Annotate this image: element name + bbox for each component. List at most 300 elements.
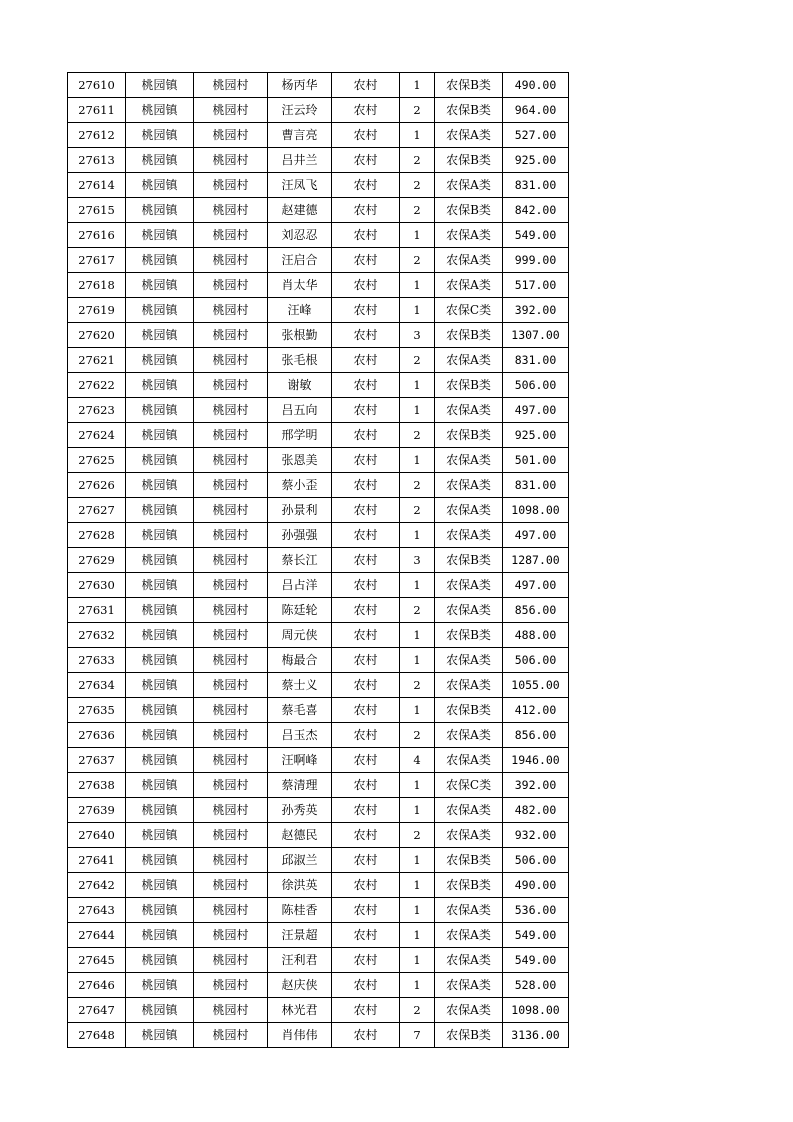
- town-cell: 桃园镇: [126, 348, 194, 373]
- member-count-cell: 2: [400, 148, 435, 173]
- household-type-cell: 农村: [332, 273, 400, 298]
- town-cell: 桃园镇: [126, 698, 194, 723]
- record-id-cell: 27642: [68, 873, 126, 898]
- village-cell: 桃园村: [194, 323, 268, 348]
- insurance-category-cell: 农保A类: [435, 648, 503, 673]
- village-cell: 桃园村: [194, 123, 268, 148]
- amount-cell: 964.00: [503, 98, 569, 123]
- member-count-cell: 2: [400, 348, 435, 373]
- town-cell: 桃园镇: [126, 1023, 194, 1048]
- table-row: [68, 523, 569, 548]
- person-name-cell: 张恩美: [268, 448, 332, 473]
- insurance-category-cell: 农保B类: [435, 623, 503, 648]
- village-cell: 桃园村: [194, 848, 268, 873]
- insurance-category-cell: 农保A类: [435, 998, 503, 1023]
- amount-cell: 412.00: [503, 698, 569, 723]
- household-type-cell: 农村: [332, 248, 400, 273]
- town-cell: 桃园镇: [126, 573, 194, 598]
- household-type-cell: 农村: [332, 873, 400, 898]
- insurance-category-cell: 农保A类: [435, 348, 503, 373]
- table-row: [68, 473, 569, 498]
- member-count-cell: 2: [400, 998, 435, 1023]
- person-name-cell: 蔡士义: [268, 673, 332, 698]
- member-count-cell: 1: [400, 373, 435, 398]
- town-cell: 桃园镇: [126, 98, 194, 123]
- member-count-cell: 1: [400, 848, 435, 873]
- amount-cell: 925.00: [503, 148, 569, 173]
- member-count-cell: 1: [400, 523, 435, 548]
- record-id-cell: 27644: [68, 923, 126, 948]
- insurance-category-cell: 农保A类: [435, 173, 503, 198]
- amount-cell: 3136.00: [503, 1023, 569, 1048]
- member-count-cell: 2: [400, 423, 435, 448]
- amount-cell: 856.00: [503, 723, 569, 748]
- member-count-cell: 2: [400, 248, 435, 273]
- table-row: [68, 623, 569, 648]
- town-cell: 桃园镇: [126, 598, 194, 623]
- village-cell: 桃园村: [194, 348, 268, 373]
- household-type-cell: 农村: [332, 323, 400, 348]
- person-name-cell: 赵建德: [268, 198, 332, 223]
- record-id-cell: 27619: [68, 298, 126, 323]
- household-type-cell: 农村: [332, 1023, 400, 1048]
- person-name-cell: 赵庆侠: [268, 973, 332, 998]
- town-cell: 桃园镇: [126, 473, 194, 498]
- table-row: [68, 698, 569, 723]
- amount-cell: 1098.00: [503, 998, 569, 1023]
- household-type-cell: 农村: [332, 673, 400, 698]
- town-cell: 桃园镇: [126, 298, 194, 323]
- town-cell: 桃园镇: [126, 848, 194, 873]
- person-name-cell: 汪凤飞: [268, 173, 332, 198]
- insurance-category-cell: 农保B类: [435, 548, 503, 573]
- table-row: [68, 348, 569, 373]
- table-row: [68, 673, 569, 698]
- household-type-cell: 农村: [332, 173, 400, 198]
- village-cell: 桃园村: [194, 398, 268, 423]
- village-cell: 桃园村: [194, 198, 268, 223]
- record-id-cell: 27610: [68, 73, 126, 98]
- person-name-cell: 赵德民: [268, 823, 332, 848]
- household-type-cell: 农村: [332, 698, 400, 723]
- household-type-cell: 农村: [332, 648, 400, 673]
- member-count-cell: 2: [400, 673, 435, 698]
- insurance-category-cell: 农保B类: [435, 423, 503, 448]
- table-row: [68, 998, 569, 1023]
- person-name-cell: 汪峰: [268, 298, 332, 323]
- town-cell: 桃园镇: [126, 173, 194, 198]
- village-cell: 桃园村: [194, 273, 268, 298]
- record-id-cell: 27647: [68, 998, 126, 1023]
- village-cell: 桃园村: [194, 623, 268, 648]
- record-id-cell: 27615: [68, 198, 126, 223]
- village-cell: 桃园村: [194, 548, 268, 573]
- village-cell: 桃园村: [194, 823, 268, 848]
- town-cell: 桃园镇: [126, 798, 194, 823]
- amount-cell: 549.00: [503, 948, 569, 973]
- person-name-cell: 蔡清理: [268, 773, 332, 798]
- amount-cell: 1055.00: [503, 673, 569, 698]
- record-id-cell: 27625: [68, 448, 126, 473]
- person-name-cell: 蔡毛喜: [268, 698, 332, 723]
- member-count-cell: 2: [400, 173, 435, 198]
- record-id-cell: 27628: [68, 523, 126, 548]
- roster-body: [68, 73, 569, 1048]
- household-type-cell: 农村: [332, 423, 400, 448]
- town-cell: 桃园镇: [126, 223, 194, 248]
- member-count-cell: 1: [400, 623, 435, 648]
- amount-cell: 501.00: [503, 448, 569, 473]
- person-name-cell: 陈廷轮: [268, 598, 332, 623]
- person-name-cell: 徐洪英: [268, 873, 332, 898]
- table-row: [68, 223, 569, 248]
- amount-cell: 506.00: [503, 848, 569, 873]
- village-cell: 桃园村: [194, 423, 268, 448]
- table-row: [68, 273, 569, 298]
- person-name-cell: 汪利君: [268, 948, 332, 973]
- record-id-cell: 27616: [68, 223, 126, 248]
- household-type-cell: 农村: [332, 798, 400, 823]
- member-count-cell: 1: [400, 273, 435, 298]
- person-name-cell: 汪景超: [268, 923, 332, 948]
- table-row: [68, 548, 569, 573]
- household-type-cell: 农村: [332, 773, 400, 798]
- record-id-cell: 27643: [68, 898, 126, 923]
- town-cell: 桃园镇: [126, 773, 194, 798]
- record-id-cell: 27639: [68, 798, 126, 823]
- record-id-cell: 27636: [68, 723, 126, 748]
- town-cell: 桃园镇: [126, 723, 194, 748]
- table-row: [68, 823, 569, 848]
- record-id-cell: 27637: [68, 748, 126, 773]
- member-count-cell: 2: [400, 473, 435, 498]
- town-cell: 桃园镇: [126, 623, 194, 648]
- insurance-category-cell: 农保B类: [435, 198, 503, 223]
- record-id-cell: 27621: [68, 348, 126, 373]
- household-type-cell: 农村: [332, 473, 400, 498]
- insurance-category-cell: 农保A类: [435, 673, 503, 698]
- member-count-cell: 1: [400, 298, 435, 323]
- person-name-cell: 杨丙华: [268, 73, 332, 98]
- table-row: [68, 323, 569, 348]
- person-name-cell: 肖太华: [268, 273, 332, 298]
- person-name-cell: 陈桂香: [268, 898, 332, 923]
- household-type-cell: 农村: [332, 948, 400, 973]
- village-cell: 桃园村: [194, 648, 268, 673]
- household-type-cell: 农村: [332, 973, 400, 998]
- table-row: [68, 948, 569, 973]
- amount-cell: 527.00: [503, 123, 569, 148]
- insurance-category-cell: 农保A类: [435, 273, 503, 298]
- record-id-cell: 27613: [68, 148, 126, 173]
- household-type-cell: 农村: [332, 723, 400, 748]
- record-id-cell: 27630: [68, 573, 126, 598]
- member-count-cell: 2: [400, 598, 435, 623]
- person-name-cell: 汪啊峰: [268, 748, 332, 773]
- table-row: [68, 973, 569, 998]
- household-type-cell: 农村: [332, 923, 400, 948]
- record-id-cell: 27629: [68, 548, 126, 573]
- insurance-category-cell: 农保A类: [435, 823, 503, 848]
- insurance-category-cell: 农保A类: [435, 448, 503, 473]
- amount-cell: 506.00: [503, 648, 569, 673]
- amount-cell: 932.00: [503, 823, 569, 848]
- record-id-cell: 27631: [68, 598, 126, 623]
- town-cell: 桃园镇: [126, 398, 194, 423]
- household-type-cell: 农村: [332, 148, 400, 173]
- village-cell: 桃园村: [194, 173, 268, 198]
- table-row: [68, 873, 569, 898]
- amount-cell: 497.00: [503, 398, 569, 423]
- amount-cell: 517.00: [503, 273, 569, 298]
- town-cell: 桃园镇: [126, 148, 194, 173]
- record-id-cell: 27648: [68, 1023, 126, 1048]
- member-count-cell: 4: [400, 748, 435, 773]
- insurance-category-cell: 农保A类: [435, 598, 503, 623]
- household-type-cell: 农村: [332, 848, 400, 873]
- record-id-cell: 27624: [68, 423, 126, 448]
- member-count-cell: 1: [400, 873, 435, 898]
- household-type-cell: 农村: [332, 523, 400, 548]
- table-row: [68, 73, 569, 98]
- member-count-cell: 2: [400, 198, 435, 223]
- record-id-cell: 27620: [68, 323, 126, 348]
- insurance-category-cell: 农保B类: [435, 98, 503, 123]
- amount-cell: 549.00: [503, 923, 569, 948]
- household-type-cell: 农村: [332, 748, 400, 773]
- table-row: [68, 148, 569, 173]
- insurance-category-cell: 农保C类: [435, 773, 503, 798]
- member-count-cell: 1: [400, 223, 435, 248]
- member-count-cell: 1: [400, 698, 435, 723]
- village-cell: 桃园村: [194, 248, 268, 273]
- insurance-category-cell: 农保A类: [435, 223, 503, 248]
- household-type-cell: 农村: [332, 448, 400, 473]
- insurance-category-cell: 农保A类: [435, 973, 503, 998]
- village-cell: 桃园村: [194, 973, 268, 998]
- person-name-cell: 吕玉杰: [268, 723, 332, 748]
- household-type-cell: 农村: [332, 348, 400, 373]
- person-name-cell: 邱淑兰: [268, 848, 332, 873]
- town-cell: 桃园镇: [126, 73, 194, 98]
- insurance-category-cell: 农保C类: [435, 298, 503, 323]
- record-id-cell: 27646: [68, 973, 126, 998]
- village-cell: 桃园村: [194, 898, 268, 923]
- town-cell: 桃园镇: [126, 373, 194, 398]
- amount-cell: 497.00: [503, 523, 569, 548]
- record-id-cell: 27640: [68, 823, 126, 848]
- person-name-cell: 肖伟伟: [268, 1023, 332, 1048]
- household-type-cell: 农村: [332, 598, 400, 623]
- record-id-cell: 27633: [68, 648, 126, 673]
- record-id-cell: 27626: [68, 473, 126, 498]
- person-name-cell: 汪云玲: [268, 98, 332, 123]
- member-count-cell: 2: [400, 98, 435, 123]
- village-cell: 桃园村: [194, 498, 268, 523]
- member-count-cell: 1: [400, 798, 435, 823]
- village-cell: 桃园村: [194, 948, 268, 973]
- village-cell: 桃园村: [194, 373, 268, 398]
- insurance-category-cell: 农保B类: [435, 848, 503, 873]
- amount-cell: 1098.00: [503, 498, 569, 523]
- member-count-cell: 1: [400, 448, 435, 473]
- amount-cell: 549.00: [503, 223, 569, 248]
- household-type-cell: 农村: [332, 373, 400, 398]
- member-count-cell: 3: [400, 323, 435, 348]
- person-name-cell: 梅最合: [268, 648, 332, 673]
- amount-cell: 1287.00: [503, 548, 569, 573]
- table-row: [68, 573, 569, 598]
- household-type-cell: 农村: [332, 223, 400, 248]
- town-cell: 桃园镇: [126, 448, 194, 473]
- town-cell: 桃园镇: [126, 648, 194, 673]
- table-row: [68, 498, 569, 523]
- table-row: [68, 248, 569, 273]
- person-name-cell: 刘忍忍: [268, 223, 332, 248]
- person-name-cell: 蔡小歪: [268, 473, 332, 498]
- record-id-cell: 27641: [68, 848, 126, 873]
- village-cell: 桃园村: [194, 598, 268, 623]
- amount-cell: 490.00: [503, 873, 569, 898]
- record-id-cell: 27614: [68, 173, 126, 198]
- member-count-cell: 1: [400, 123, 435, 148]
- insurance-category-cell: 农保A类: [435, 498, 503, 523]
- household-type-cell: 农村: [332, 298, 400, 323]
- table-row: [68, 448, 569, 473]
- record-id-cell: 27618: [68, 273, 126, 298]
- member-count-cell: 1: [400, 973, 435, 998]
- table-row: [68, 748, 569, 773]
- town-cell: 桃园镇: [126, 898, 194, 923]
- town-cell: 桃园镇: [126, 548, 194, 573]
- village-cell: 桃园村: [194, 223, 268, 248]
- amount-cell: 392.00: [503, 773, 569, 798]
- person-name-cell: 邢学明: [268, 423, 332, 448]
- record-id-cell: 27645: [68, 948, 126, 973]
- household-type-cell: 农村: [332, 498, 400, 523]
- village-cell: 桃园村: [194, 748, 268, 773]
- member-count-cell: 1: [400, 923, 435, 948]
- insurance-category-cell: 农保A类: [435, 923, 503, 948]
- amount-cell: 497.00: [503, 573, 569, 598]
- record-id-cell: 27623: [68, 398, 126, 423]
- town-cell: 桃园镇: [126, 123, 194, 148]
- member-count-cell: 1: [400, 773, 435, 798]
- record-id-cell: 27627: [68, 498, 126, 523]
- table-row: [68, 723, 569, 748]
- amount-cell: 1307.00: [503, 323, 569, 348]
- member-count-cell: 3: [400, 548, 435, 573]
- insurance-category-cell: 农保A类: [435, 523, 503, 548]
- town-cell: 桃园镇: [126, 923, 194, 948]
- record-id-cell: 27632: [68, 623, 126, 648]
- table-row: [68, 173, 569, 198]
- village-cell: 桃园村: [194, 698, 268, 723]
- record-id-cell: 27617: [68, 248, 126, 273]
- household-type-cell: 农村: [332, 623, 400, 648]
- town-cell: 桃园镇: [126, 948, 194, 973]
- person-name-cell: 蔡长江: [268, 548, 332, 573]
- insurance-category-cell: 农保B类: [435, 323, 503, 348]
- amount-cell: 392.00: [503, 298, 569, 323]
- insurance-category-cell: 农保B类: [435, 148, 503, 173]
- village-cell: 桃园村: [194, 673, 268, 698]
- table-row: [68, 848, 569, 873]
- table-row: [68, 123, 569, 148]
- insurance-category-cell: 农保B类: [435, 873, 503, 898]
- insurance-category-cell: 农保A类: [435, 573, 503, 598]
- table-row: [68, 398, 569, 423]
- table-row: [68, 1023, 569, 1048]
- household-type-cell: 农村: [332, 998, 400, 1023]
- record-id-cell: 27622: [68, 373, 126, 398]
- person-name-cell: 孙秀英: [268, 798, 332, 823]
- amount-cell: 999.00: [503, 248, 569, 273]
- village-cell: 桃园村: [194, 773, 268, 798]
- town-cell: 桃园镇: [126, 323, 194, 348]
- member-count-cell: 2: [400, 823, 435, 848]
- person-name-cell: 林光君: [268, 998, 332, 1023]
- household-type-cell: 农村: [332, 98, 400, 123]
- town-cell: 桃园镇: [126, 673, 194, 698]
- person-name-cell: 吕五向: [268, 398, 332, 423]
- person-name-cell: 孙强强: [268, 523, 332, 548]
- insurance-category-cell: 农保A类: [435, 473, 503, 498]
- town-cell: 桃园镇: [126, 998, 194, 1023]
- table-row: [68, 923, 569, 948]
- town-cell: 桃园镇: [126, 423, 194, 448]
- amount-cell: 856.00: [503, 598, 569, 623]
- household-type-cell: 农村: [332, 198, 400, 223]
- table-row: [68, 423, 569, 448]
- village-cell: 桃园村: [194, 298, 268, 323]
- amount-cell: 528.00: [503, 973, 569, 998]
- village-cell: 桃园村: [194, 98, 268, 123]
- amount-cell: 1946.00: [503, 748, 569, 773]
- village-cell: 桃园村: [194, 573, 268, 598]
- member-count-cell: 1: [400, 648, 435, 673]
- town-cell: 桃园镇: [126, 873, 194, 898]
- member-count-cell: 1: [400, 948, 435, 973]
- amount-cell: 842.00: [503, 198, 569, 223]
- insurance-category-cell: 农保B类: [435, 373, 503, 398]
- household-type-cell: 农村: [332, 573, 400, 598]
- table-row: [68, 898, 569, 923]
- record-id-cell: 27638: [68, 773, 126, 798]
- person-name-cell: 孙景利: [268, 498, 332, 523]
- table-row: [68, 373, 569, 398]
- insurance-category-cell: 农保B类: [435, 698, 503, 723]
- town-cell: 桃园镇: [126, 973, 194, 998]
- household-type-cell: 农村: [332, 73, 400, 98]
- household-type-cell: 农村: [332, 548, 400, 573]
- member-count-cell: 1: [400, 398, 435, 423]
- village-cell: 桃园村: [194, 873, 268, 898]
- amount-cell: 536.00: [503, 898, 569, 923]
- household-type-cell: 农村: [332, 123, 400, 148]
- table-row: [68, 773, 569, 798]
- insurance-category-cell: 农保A类: [435, 898, 503, 923]
- record-id-cell: 27611: [68, 98, 126, 123]
- amount-cell: 831.00: [503, 473, 569, 498]
- village-cell: 桃园村: [194, 73, 268, 98]
- village-cell: 桃园村: [194, 998, 268, 1023]
- record-id-cell: 27634: [68, 673, 126, 698]
- member-count-cell: 1: [400, 573, 435, 598]
- insurance-category-cell: 农保B类: [435, 1023, 503, 1048]
- benefit-roster-table: [67, 72, 569, 1048]
- person-name-cell: 曹言亮: [268, 123, 332, 148]
